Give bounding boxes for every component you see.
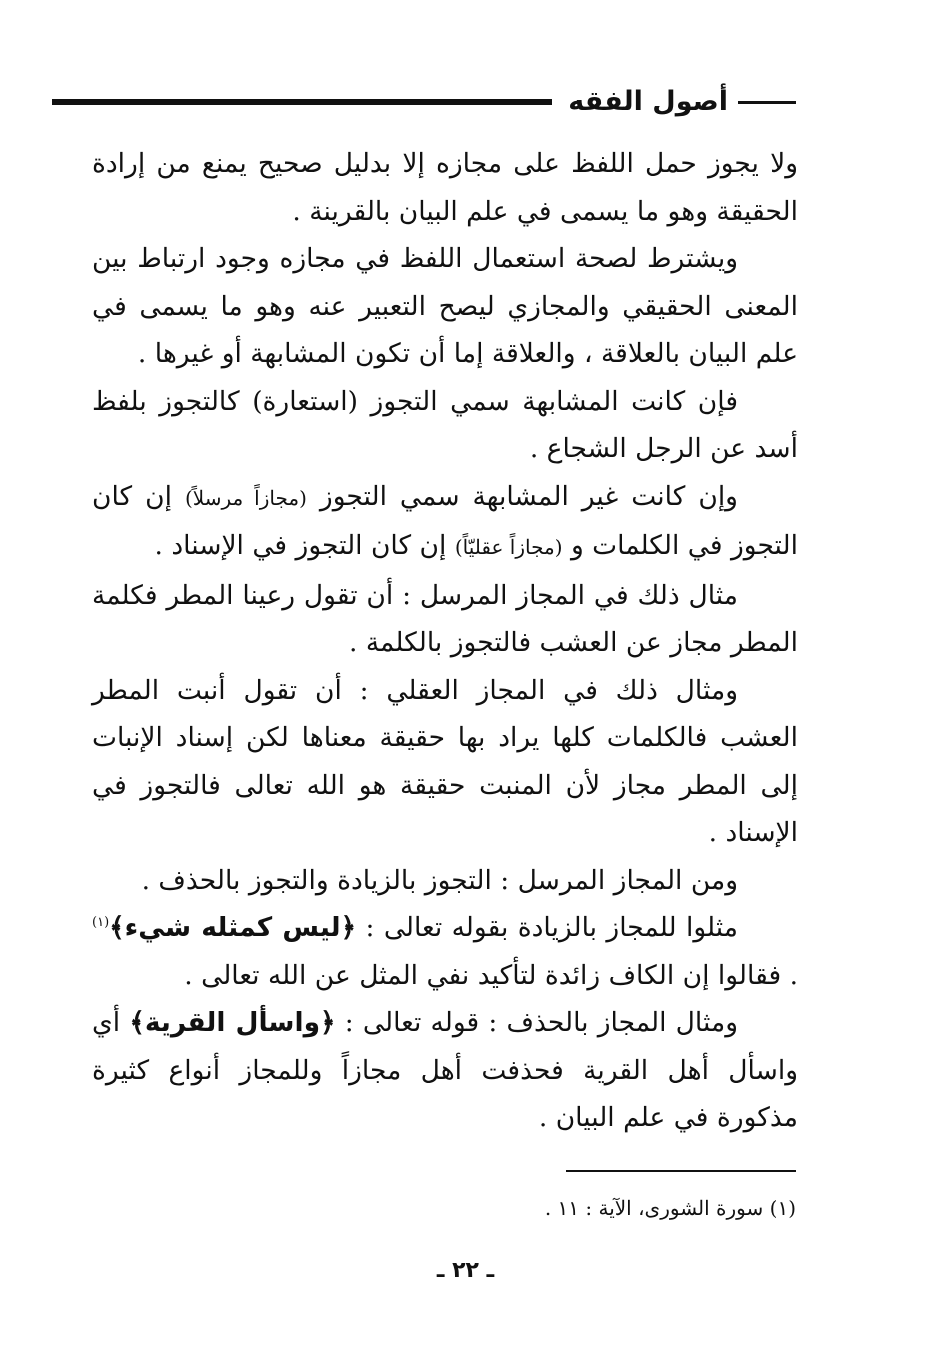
paragraph-4-paren-1: (مجازاً مرسلاً) [184, 485, 307, 510]
paragraph-4-before: وإن كانت غير المشابهة سمي التجوز [319, 480, 738, 512]
paragraph-8 [92, 904, 798, 999]
paragraph-4-paren-2: (مجازاً عقليّاً) [454, 535, 563, 559]
paragraph-8-before: مثلوا للمجاز بالزيادة بقوله تعالى : [365, 912, 738, 943]
quran-verse-2: ﴿واسأل القرية﴾ [129, 1007, 336, 1038]
paragraph-1: ولا يجوز حمل اللفظ على مجازه إلا بدليل صحيح يمنع من إرادة الحقيقة وهو ما يسمى في علم البيان بالقرينة . [92, 148, 798, 227]
paragraph-9-before: ومثال المجاز بالحذف : قوله تعالى : [344, 1007, 738, 1038]
footnote-separator [566, 1170, 796, 1172]
paragraph-4-after: إن كان التجوز في الإسناد . [154, 530, 447, 561]
paragraph-2: ويشترط لصحة استعمال اللفظ في مجازه وجود ارتباط بين المعنى الحقيقي والمجازي ليصح التعبير عنه وهو ما يسمى في علم البيان بالعلاقة ، والعلاقة إما أن تكون المشابهة أو غيرها . [92, 243, 798, 369]
running-header [52, 82, 796, 122]
paragraph-6: ومثال ذلك في المجاز العقلي : أن تقول أنبت المطر العشب فالكلمات كلها يراد بها حقيقة معناها لكن إسناد الإنبات إلى المطر مجاز لأن المنبت حقيقة هو الله تعالى فالتجوز في الإسناد . [92, 674, 798, 848]
body-text [92, 140, 798, 1142]
paragraph-9 [92, 999, 798, 1142]
header-rule [52, 99, 552, 105]
paragraph-3: فإن كانت المشابهة سمي التجوز (استعارة) كالتجوز بلفظ أسد عن الرجل الشجاع . [92, 385, 798, 464]
paragraph-7: ومن المجاز المرسل : التجوز بالزيادة والتجوز بالحذف . [141, 864, 738, 896]
paragraph-4 [92, 473, 798, 572]
quran-verse-1: ﴿ليس كمثله شيء﴾ [109, 912, 357, 943]
header-dash [738, 101, 796, 104]
paragraph-4-middle: إن كان التجوز في الكلمات و [92, 480, 798, 561]
page-number: ـ ٢٢ ـ [436, 1258, 495, 1283]
header-title: أصول الفقه [568, 86, 728, 117]
paragraph-8-after: . فقالوا إن الكاف زائدة لتأكيد نفي المثل عن الله تعالى . [184, 959, 798, 991]
paragraph-5: مثال ذلك في المجاز المرسل : أن تقول رعينا المطر فكلمة المطر مجاز عن العشب فالتجوز بالكلمة . [92, 579, 798, 658]
footnote-reference[interactable]: (١) [92, 915, 110, 931]
paragraph-9-after: أي واسأل أهل القرية فحذفت أهل مجازاً وللمجاز أنواع كثيرة مذكورة في علم البيان . [92, 1007, 798, 1133]
footnote: (١) سورة الشورى، الآية : ١١ . [544, 1196, 796, 1220]
